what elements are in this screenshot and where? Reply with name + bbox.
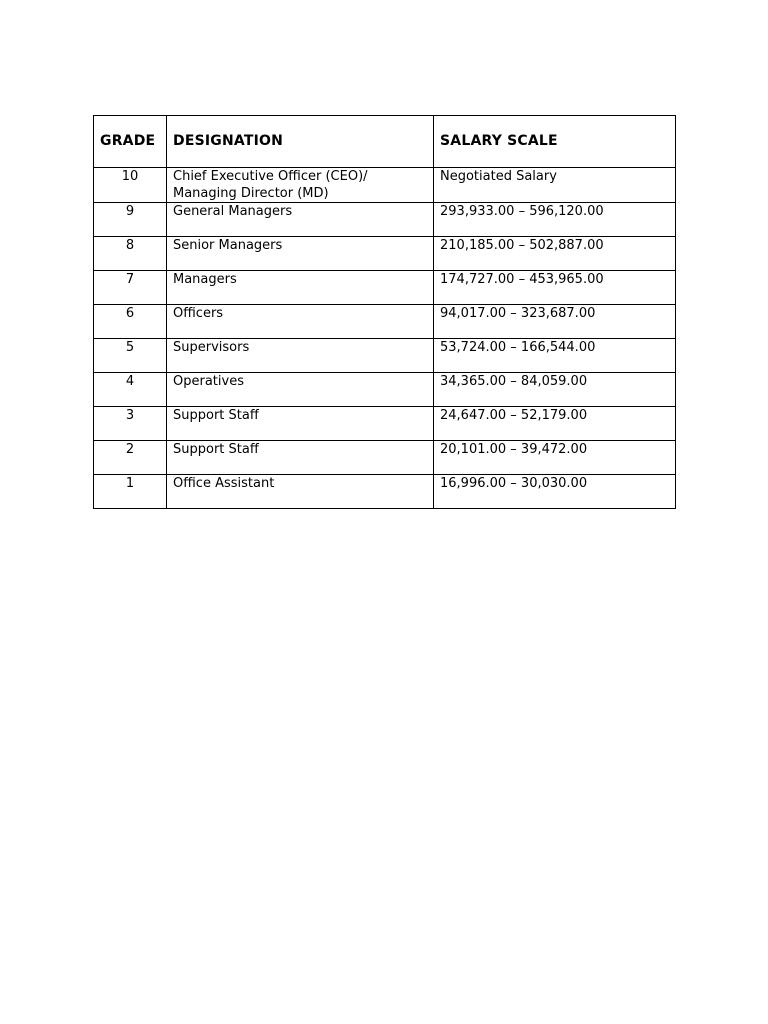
salary-cell: 34,365.00 – 84,059.00 <box>434 373 676 407</box>
designation-cell: Managers <box>167 271 434 305</box>
grade-cell: 5 <box>94 339 167 373</box>
designation-cell: Officers <box>167 305 434 339</box>
grade-cell: 9 <box>94 203 167 237</box>
designation-cell: Office Assistant <box>167 475 434 509</box>
header-row <box>94 116 676 168</box>
salary-cell: 210,185.00 – 502,887.00 <box>434 237 676 271</box>
grade-cell: 1 <box>94 475 167 509</box>
table-row <box>94 373 676 407</box>
designation-column-header: DESIGNATION <box>167 116 434 168</box>
salary-cell: 53,724.00 – 166,544.00 <box>434 339 676 373</box>
salary-cell: 174,727.00 – 453,965.00 <box>434 271 676 305</box>
designation-cell: Operatives <box>167 373 434 407</box>
salary-cell: 94,017.00 – 323,687.00 <box>434 305 676 339</box>
grade-column-header: GRADE <box>94 116 167 168</box>
designation-cell: General Managers <box>167 203 434 237</box>
designation-cell: Supervisors <box>167 339 434 373</box>
table-row <box>94 475 676 509</box>
designation-cell <box>167 168 434 203</box>
designation-cell: Senior Managers <box>167 237 434 271</box>
table-row <box>94 237 676 271</box>
designation-cell: Support Staff <box>167 407 434 441</box>
salary-cell: 20,101.00 – 39,472.00 <box>434 441 676 475</box>
grade-cell: 7 <box>94 271 167 305</box>
table-row <box>94 203 676 237</box>
grade-cell: 8 <box>94 237 167 271</box>
designation-line: Chief Executive Officer (CEO)/ <box>173 169 368 184</box>
grade-cell: 4 <box>94 373 167 407</box>
designation-line: Managing Director (MD) <box>173 186 329 201</box>
designation-cell: Support Staff <box>167 441 434 475</box>
salary-scale-column-header: SALARY SCALE <box>434 116 676 168</box>
grade-cell: 3 <box>94 407 167 441</box>
salary-cell: 16,996.00 – 30,030.00 <box>434 475 676 509</box>
table-row <box>94 305 676 339</box>
grade-cell: 6 <box>94 305 167 339</box>
table-row <box>94 441 676 475</box>
table-row <box>94 339 676 373</box>
table-row <box>94 407 676 441</box>
grade-cell: 2 <box>94 441 167 475</box>
table-row <box>94 271 676 305</box>
salary-cell: 24,647.00 – 52,179.00 <box>434 407 676 441</box>
table-body <box>94 168 676 509</box>
salary-cell: Negotiated Salary <box>434 168 676 203</box>
salary-scale-table <box>93 115 676 509</box>
salary-cell: 293,933.00 – 596,120.00 <box>434 203 676 237</box>
grade-cell: 10 <box>94 168 167 203</box>
table-header <box>94 116 676 168</box>
table-row <box>94 168 676 203</box>
